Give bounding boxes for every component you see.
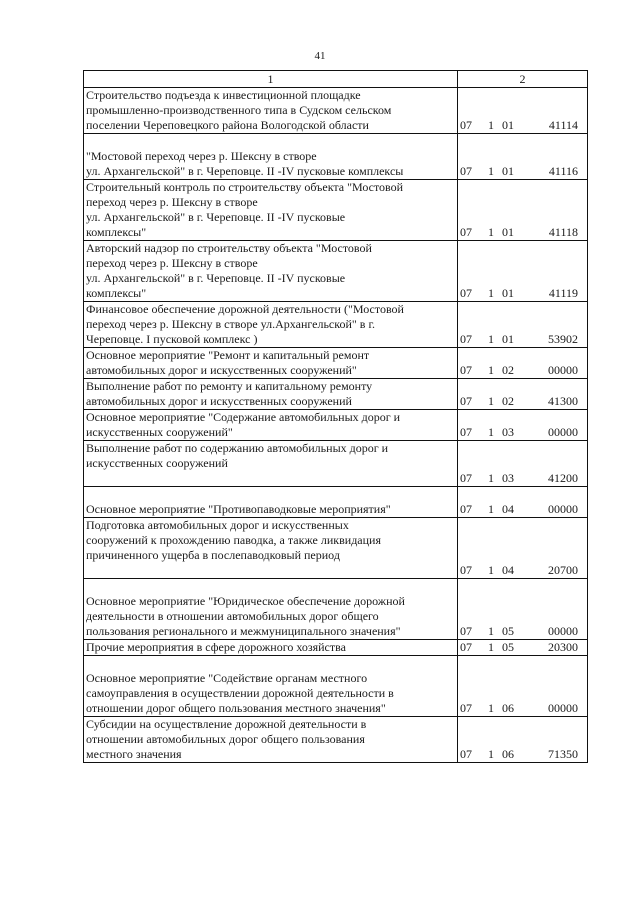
row-description: Основное мероприятие "Содействие органам местного самоуправления в осуществлении дорожной деятельности в отношении дорог общего пользования местного значения" <box>86 671 394 715</box>
row-code-cell <box>458 88 588 134</box>
code-part-c2: 1 <box>488 747 494 761</box>
row-description: Основное мероприятие "Противопаводковые мероприятия" <box>86 502 391 516</box>
row-code-cell <box>458 579 588 640</box>
code-part-c1: 07 <box>460 164 472 178</box>
code-part-c2: 1 <box>488 286 494 300</box>
code-part-c2: 1 <box>488 624 494 638</box>
code-part-c2: 1 <box>488 363 494 377</box>
row-description-cell <box>84 241 458 302</box>
row-description: Основное мероприятие "Ремонт и капитальный ремонт автомобильных дорог и искусственных сооружений" <box>86 348 370 377</box>
row-code-cell <box>458 379 588 410</box>
code-part-c4: 71350 <box>548 747 578 761</box>
table-header-row <box>84 71 588 88</box>
code-part-c2: 1 <box>488 471 494 485</box>
code-part-c1: 07 <box>460 502 472 516</box>
row-description-cell <box>84 410 458 441</box>
row-code-cell <box>458 640 588 656</box>
row-description: Финансовое обеспечение дорожной деятельности ("Мостовой переход через р. Шексну в створе ул.Архангельской" в г. Череповце. I пусковой комплекс ) <box>86 302 404 346</box>
table-row <box>84 410 588 441</box>
code-part-c1: 07 <box>460 425 472 439</box>
table-row <box>84 180 588 241</box>
row-description: Подготовка автомобильных дорог и искусственных сооружений к прохождению паводка, а также ликвидация причиненного ущерба в послепаводковый период <box>86 518 381 562</box>
row-description: "Мостовой переход через р. Шексну в створе ул. Архангельской" в г. Череповце. II -IV пусковые комплексы <box>86 149 404 178</box>
code-part-c3: 04 <box>502 502 514 516</box>
code-part-c3: 01 <box>502 164 514 178</box>
header-column-2: 2 <box>458 71 588 88</box>
code-part-c3: 03 <box>502 425 514 439</box>
row-code-cell <box>458 180 588 241</box>
code-part-c1: 07 <box>460 363 472 377</box>
budget-classification-table <box>83 70 588 763</box>
code-part-c2: 1 <box>488 118 494 132</box>
code-part-c4: 20300 <box>548 640 578 654</box>
table-row <box>84 134 588 180</box>
table-row <box>84 379 588 410</box>
code-part-c4: 00000 <box>548 363 578 377</box>
code-part-c4: 41118 <box>548 225 578 239</box>
code-part-c1: 07 <box>460 118 472 132</box>
row-code-cell <box>458 441 588 487</box>
row-description-cell <box>84 379 458 410</box>
code-part-c1: 07 <box>460 624 472 638</box>
table-row <box>84 656 588 717</box>
row-description: Строительство подъезда к инвестиционной площадке промышленно-производственного типа в Судском сельском поселении Череповецкого района Вологодской области <box>86 88 392 132</box>
code-part-c4: 53902 <box>548 332 578 346</box>
code-part-c1: 07 <box>460 640 472 654</box>
code-part-c3: 05 <box>502 624 514 638</box>
code-part-c3: 03 <box>502 471 514 485</box>
code-part-c1: 07 <box>460 563 472 577</box>
code-part-c3: 06 <box>502 701 514 715</box>
code-part-c4: 41119 <box>548 286 578 300</box>
row-description: Основное мероприятие "Содержание автомобильных дорог и искусственных сооружений" <box>86 410 401 439</box>
code-part-c4: 00000 <box>548 425 578 439</box>
table-row <box>84 302 588 348</box>
row-description-cell <box>84 487 458 518</box>
table-row <box>84 441 588 487</box>
code-part-c3: 01 <box>502 332 514 346</box>
code-part-c2: 1 <box>488 225 494 239</box>
code-part-c4: 41114 <box>548 118 578 132</box>
code-part-c3: 06 <box>502 747 514 761</box>
code-part-c2: 1 <box>488 640 494 654</box>
row-description: Авторский надзор по строительству объекта "Мостовой переход через р. Шексну в створе ул. Архангельской" в г. Череповце. II -IV пусковые комплексы" <box>86 241 372 300</box>
row-description: Субсидии на осуществление дорожной деятельности в отношении автомобильных дорог общего пользования местного значения <box>86 717 367 761</box>
table-row <box>84 348 588 379</box>
code-part-c4: 20700 <box>548 563 578 577</box>
code-part-c1: 07 <box>460 394 472 408</box>
table-row <box>84 579 588 640</box>
code-part-c2: 1 <box>488 164 494 178</box>
row-code-cell <box>458 487 588 518</box>
code-part-c1: 07 <box>460 471 472 485</box>
row-code-cell <box>458 656 588 717</box>
row-description-cell <box>84 656 458 717</box>
code-part-c2: 1 <box>488 563 494 577</box>
code-part-c1: 07 <box>460 286 472 300</box>
code-part-c4: 41200 <box>548 471 578 485</box>
row-description-cell <box>84 88 458 134</box>
table-row <box>84 88 588 134</box>
row-code-cell <box>458 134 588 180</box>
table-row <box>84 241 588 302</box>
code-part-c4: 41300 <box>548 394 578 408</box>
code-part-c2: 1 <box>488 394 494 408</box>
code-part-c4: 00000 <box>548 701 578 715</box>
header-column-1: 1 <box>84 71 458 88</box>
row-description-cell <box>84 518 458 579</box>
code-part-c1: 07 <box>460 701 472 715</box>
code-part-c2: 1 <box>488 502 494 516</box>
code-part-c2: 1 <box>488 332 494 346</box>
code-part-c3: 02 <box>502 394 514 408</box>
row-description: Строительный контроль по строительству объекта "Мостовой переход через р. Шексну в створе ул. Архангельской" в г. Череповце. II -IV пусковые комплексы" <box>86 180 404 239</box>
row-code-cell <box>458 348 588 379</box>
row-description-cell <box>84 579 458 640</box>
row-code-cell <box>458 302 588 348</box>
row-description-cell <box>84 441 458 487</box>
code-part-c4: 41116 <box>548 164 578 178</box>
row-description-cell <box>84 134 458 180</box>
code-part-c4: 00000 <box>548 624 578 638</box>
code-part-c1: 07 <box>460 747 472 761</box>
page-number: 41 <box>314 50 326 62</box>
code-part-c1: 07 <box>460 332 472 346</box>
code-part-c2: 1 <box>488 425 494 439</box>
code-part-c3: 01 <box>502 286 514 300</box>
code-part-c2: 1 <box>488 701 494 715</box>
row-description: Выполнение работ по ремонту и капитальному ремонту автомобильных дорог и искусственных сооружений <box>86 379 373 408</box>
row-description-cell <box>84 302 458 348</box>
table-row <box>84 518 588 579</box>
row-description: Прочие мероприятия в сфере дорожного хозяйства <box>86 640 346 654</box>
code-part-c3: 01 <box>502 118 514 132</box>
row-code-cell <box>458 717 588 763</box>
row-code-cell <box>458 410 588 441</box>
code-part-c1: 07 <box>460 225 472 239</box>
row-code-cell <box>458 518 588 579</box>
row-description-cell <box>84 717 458 763</box>
table-row <box>84 717 588 763</box>
code-part-c3: 04 <box>502 563 514 577</box>
code-part-c3: 02 <box>502 363 514 377</box>
table-row <box>84 487 588 518</box>
row-description-cell <box>84 180 458 241</box>
code-part-c3: 05 <box>502 640 514 654</box>
code-part-c4: 00000 <box>548 502 578 516</box>
row-description: Основное мероприятие "Юридическое обеспечение дорожной деятельности в отношении автомобильных дорог общего пользования регионального и межмуниципального значения" <box>86 594 405 638</box>
row-description-cell <box>84 640 458 656</box>
code-part-c3: 01 <box>502 225 514 239</box>
table-row <box>84 640 588 656</box>
row-code-cell <box>458 241 588 302</box>
row-description: Выполнение работ по содержанию автомобильных дорог и искусственных сооружений <box>86 441 389 470</box>
row-description-cell <box>84 348 458 379</box>
